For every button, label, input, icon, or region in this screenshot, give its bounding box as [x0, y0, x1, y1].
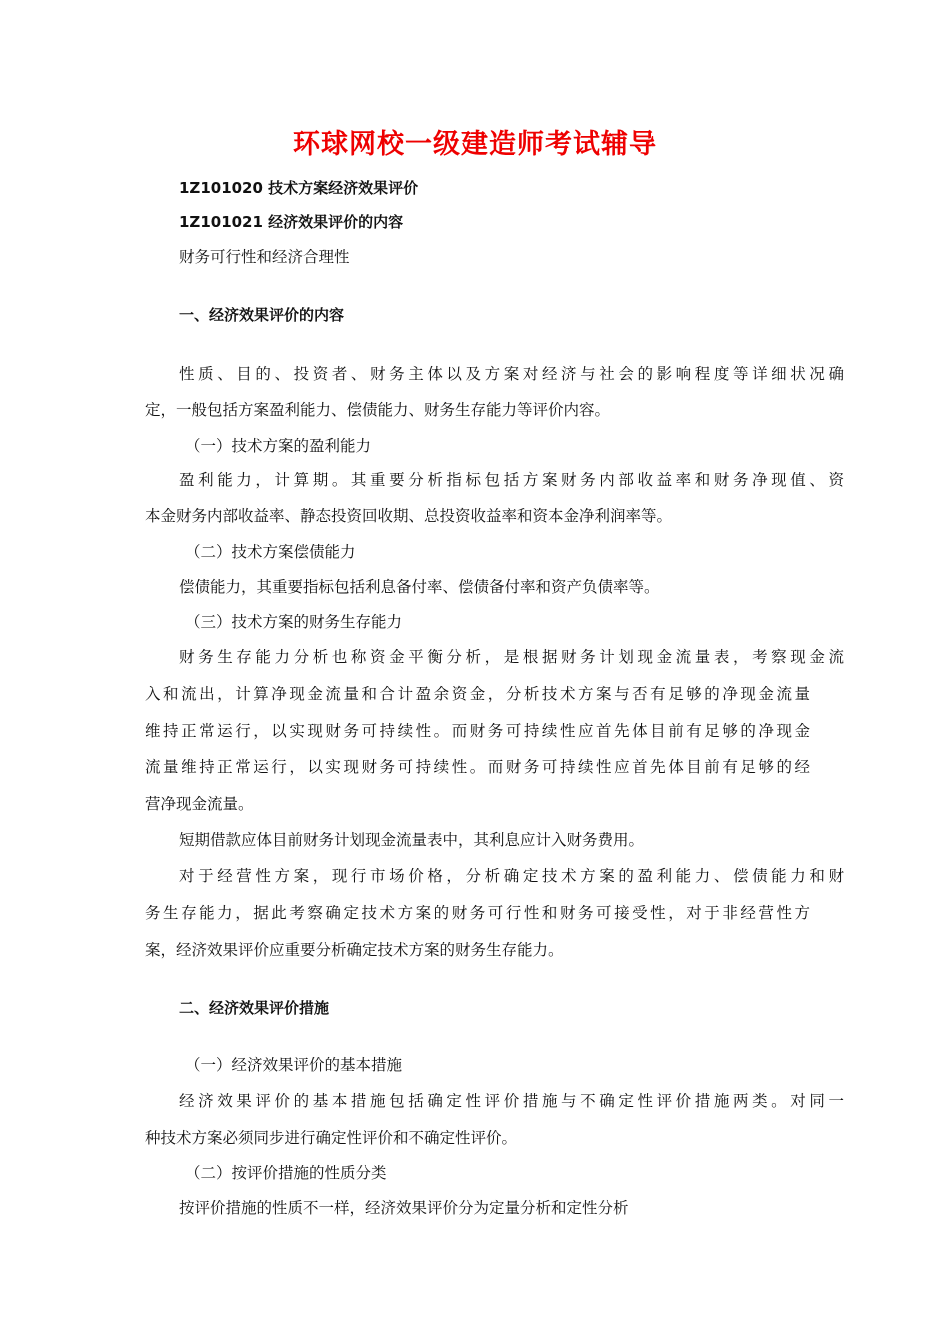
paragraph-4-line-3: 维持正常运行，以实现财务可持续性。而财务可持续性应首先体目前有足够的净现金	[145, 722, 810, 740]
subheading-profitability: （一）技术方案的盈利能力	[185, 437, 372, 455]
paragraph-5: 短期借款应体目前财务计划现金流量表中，其利息应计入财务费用。	[179, 831, 645, 849]
subheading-solvency: （二）技术方案偿债能力	[185, 543, 356, 561]
paragraph-2-line-2: 本金财务内部收益率、静态投资回收期、总投资收益率和资本金净利润率等。	[145, 507, 673, 525]
paragraph-4-line-4: 流量维持正常运行，以实现财务可持续性。而财务可持续性应首先体目前有足够的经	[145, 758, 810, 776]
paragraph-4-line-2: 入和流出，计算净现金流量和合计盈余资金，分析技术方案与否有足够的净现金流量	[145, 685, 810, 703]
paragraph-7-line-1: 经济效果评价的基本措施包括确定性评价措施与不确定性评价措施两类。对同一	[179, 1092, 844, 1110]
paragraph-1-line-1: 性质、目的、投资者、财务主体以及方案对经济与社会的影响程度等详细状况确	[179, 365, 844, 383]
paragraph-7-line-2: 种技术方案必须同步进行确定性评价和不确定性评价。	[145, 1129, 518, 1147]
intro-text: 财务可行性和经济合理性	[179, 248, 350, 266]
section-code-1z101021: 1Z101021 经济效果评价的内容	[179, 213, 404, 231]
subheading-by-nature: （二）按评价措施的性质分类	[185, 1164, 387, 1182]
document-title: 环球网校一级建造师考试辅导	[293, 129, 657, 160]
paragraph-2-line-1: 盈利能力，计算期。其重要分析指标包括方案财务内部收益率和财务净现值、资	[179, 471, 844, 489]
section-code-1z101020: 1Z101020 技术方案经济效果评价	[179, 179, 419, 197]
paragraph-4-line-1: 财务生存能力分析也称资金平衡分析，是根据财务计划现金流量表，考察现金流	[179, 648, 844, 666]
paragraph-6-line-1: 对于经营性方案，现行市场价格，分析确定技术方案的盈利能力、偿债能力和财	[179, 867, 844, 885]
subheading-basic-methods: （一）经济效果评价的基本措施	[185, 1056, 403, 1074]
paragraph-8: 按评价措施的性质不一样，经济效果评价分为定量分析和定性分析	[179, 1199, 629, 1217]
section-heading-2: 二、经济效果评价措施	[179, 999, 330, 1017]
section-heading-1: 一、经济效果评价的内容	[179, 306, 345, 324]
paragraph-6-line-3: 案，经济效果评价应重要分析确定技术方案的财务生存能力。	[145, 941, 564, 959]
paragraph-4-line-5: 营净现金流量。	[145, 795, 254, 813]
paragraph-1-line-2: 定，一般包括方案盈利能力、偿债能力、财务生存能力等评价内容。	[145, 401, 611, 419]
paragraph-6-line-2: 务生存能力，据此考察确定技术方案的财务可行性和财务可接受性，对于非经营性方	[145, 904, 810, 922]
subheading-survival: （三）技术方案的财务生存能力	[185, 613, 403, 631]
paragraph-3: 偿债能力，其重要指标包括利息备付率、偿债备付率和资产负债率等。	[179, 578, 660, 596]
